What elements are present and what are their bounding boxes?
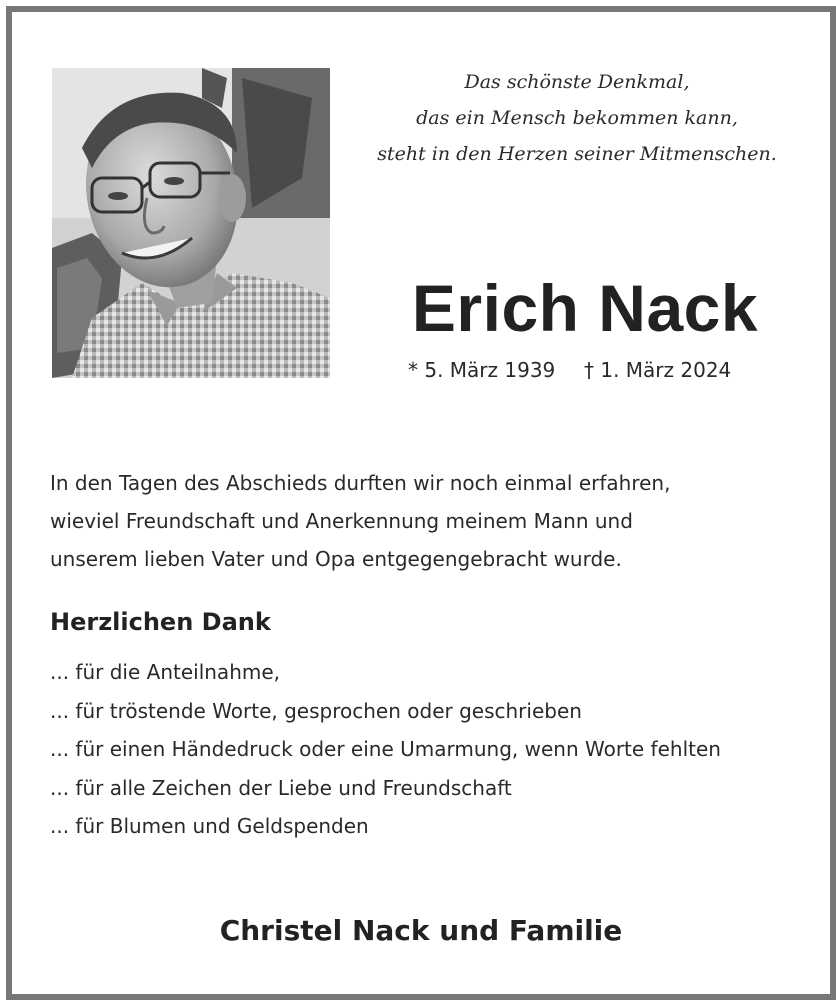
quote-line: das ein Mensch bekommen kann, bbox=[416, 107, 738, 129]
obituary-notice-frame bbox=[6, 6, 836, 1000]
family-signature: Christel Nack und Familie bbox=[219, 914, 623, 947]
death-date: † 1. März 2024 bbox=[584, 358, 732, 382]
thanks-item: ... für einen Händedruck oder eine Umarmung, wenn Worte fehlten bbox=[50, 737, 721, 761]
intro-line: In den Tagen des Abschieds durften wir noch einmal erfahren, bbox=[50, 471, 671, 495]
thanks-item: ... für alle Zeichen der Liebe und Freundschaft bbox=[50, 775, 512, 800]
intro-paragraph bbox=[50, 464, 810, 578]
thanks-item: ... für Blumen und Geldspenden bbox=[50, 814, 369, 838]
thanks-item: ... für tröstende Worte, gesprochen oder geschrieben bbox=[50, 698, 582, 723]
intro-line: unserem lieben Vater und Opa entgegengebracht wurde. bbox=[50, 547, 622, 571]
birth-date: * 5. März 1939 bbox=[408, 358, 556, 382]
quote-line: steht in den Herzen seiner Mitmenschen. bbox=[377, 143, 777, 165]
portrait-photo bbox=[52, 68, 330, 378]
intro-line: wieviel Freundschaft und Anerkennung meinem Mann und bbox=[50, 509, 633, 533]
thanks-heading: Herzlichen Dank bbox=[50, 608, 271, 636]
quote-line: Das schönste Denkmal, bbox=[464, 71, 690, 93]
deceased-name: Erich Nack bbox=[411, 271, 759, 345]
thanks-item: ... für die Anteilnahme, bbox=[50, 660, 281, 684]
memorial-quote bbox=[362, 64, 792, 172]
thanks-list bbox=[50, 653, 830, 846]
